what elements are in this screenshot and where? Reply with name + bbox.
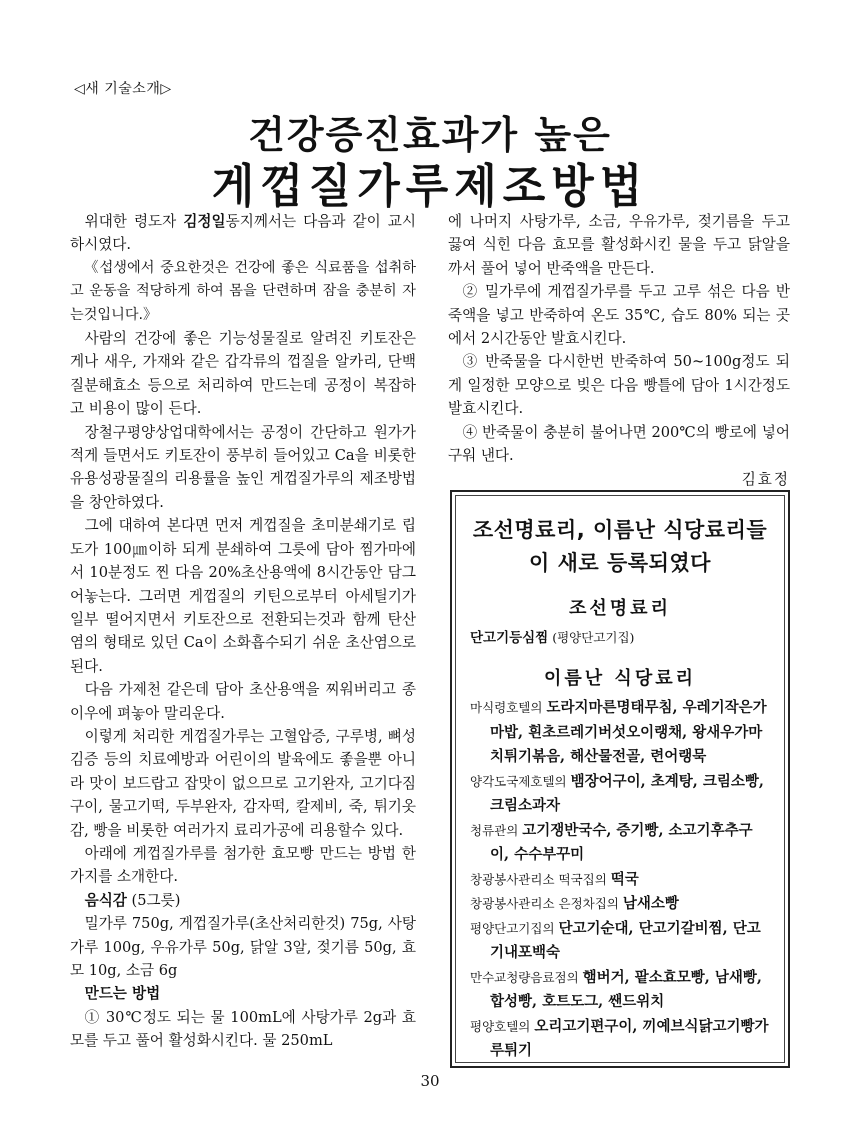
famous-dish-item: 단고기등심찜 (평양단고기집)	[470, 630, 635, 646]
restaurant-entry: 만수교청량음료점의 햄버거, 팥소효모빵, 남새빵, 합성빵, 호트도그, 쌘드위치	[470, 968, 762, 1010]
news-box	[450, 490, 790, 1068]
restaurant-entry: 마식령호텔의 도라지마른명태무침, 우레기작은가마밥, 흰초르레기버섯오이랭채, 왕새우가마치튀기볶음, 해산물전골, 련어랭묵	[470, 699, 767, 765]
ingredients-list: 밀가루 750g, 게껍질가루(초산처리한것) 75g, 사탕가루 100g, 우유가루 50g, 닭알 3알, 젖기름 50g, 효모 10g, 소금 6g	[70, 915, 416, 979]
leader-name: 김정일	[183, 213, 226, 230]
method-heading: 만드는 방법	[84, 985, 161, 1003]
news-box-inner	[455, 495, 785, 1063]
subheading-restaurant-dishes: 이름난 식당료리	[544, 668, 696, 689]
page-number: 30	[420, 1072, 440, 1090]
body-paragraph: 다음 가제천 같은데 담아 초산용액을 찌워버리고 종이우에 펴놓아 말리운다.	[70, 681, 416, 722]
body-paragraph: 아래에 게껍질가루를 첨가한 효모빵 만드는 방법 한가지를 소개한다.	[70, 844, 416, 886]
quote-paragraph: 《섭생에서 중요한것은 건강에 좋은 식료품을 섭취하고 운동을 적당하게 하여 몸을 단련하며 잠을 충분히 자는것입니다.》	[70, 259, 416, 323]
restaurant-entry: 평양단고기집의 단고기순대, 단고기갈비찜, 단고기내포백숙	[470, 919, 761, 961]
restaurant-entry: 평양호텔의 오리고기편구이, 끼예브식닭고기빵가루튀기	[470, 1017, 769, 1059]
article-title-line1: 건강증진효과가 높은	[248, 113, 612, 157]
method-step-2: ② 밀가루에 게껍질가루를 두고 고루 섞은 다음 반죽액을 넣고 반죽하여 온도 35℃, 습도 80% 되는 곳에서 2시간동안 발효시킨다.	[448, 283, 790, 348]
body-paragraph: 그에 대하여 본다면 먼저 게껍질을 초미분쇄기로 립도가 100㎛이하 되게 분쇄하여 그릇에 담아 찜가마에서 10분정도 찐 다음 20%초산용액에 8시간동안 담그어놓는다. 그러면 게껍질의 키틴으로부터 아세틸기가 일부 떨어지면서 키토잔으로 전환되는것과 함께 탄산염의 형태로 있던 Ca이 소화흡수되기 쉬운 초산염으로 된다.	[70, 517, 416, 675]
restaurant-entry: 창광봉사관리소 떡국집의 떡국	[470, 870, 639, 888]
subheading-famous-dish: 조선명료리	[569, 598, 671, 619]
method-step-3: ③ 반죽물을 다시한번 반죽하여 50~100g정도 되게 일정한 모양으로 빚은 다음 빵틀에 담아 1시간정도 발효시킨다.	[448, 353, 790, 418]
body-paragraph: 이렇게 처리한 게껍질가루는 고혈압증, 구루병, 뼈성김증 등의 치료예방과 어린이의 발육에도 좋을뿐 아니라 맛이 보드랍고 잡맛이 없으므로 고기완자, 고기다짐구이, 물고기떡, 두부완자, 감자떡, 칼제비, 죽, 튀기옷감, 빵을 비롯한 여러가지 료리가공에 리용할수 있다.	[70, 727, 416, 839]
left-column	[70, 210, 416, 1053]
article-title-line2: 게껍질가루제조방법	[211, 159, 649, 214]
restaurant-entry: 양각도국제호텔의 뱀장어구이, 초계탕, 크림소빵, 크림소과자	[470, 772, 764, 814]
author-name: 김효정	[741, 471, 790, 489]
restaurant-entry: 청류관의 고기쟁반국수, 증기빵, 소고기후추구이, 수수부꾸미	[470, 821, 753, 863]
restaurant-entry: 창광봉사관리소 은정차집의 남새소빵	[470, 895, 679, 912]
intro-paragraph: 위대한 령도자 김정일동지께서는 다음과 같이 교시하시였다.	[70, 213, 416, 254]
body-paragraph: 사람의 건강에 좋은 기능성물질로 알려진 키토잔은 게나 새우, 가재와 같은 갑각류의 껍질을 알카리, 단백질분해효소 등으로 처리하여 만드는데 공정이 복잡하고 비용이 많이 든다.	[70, 330, 416, 418]
method-step-1: ① 30℃정도 되는 물 100mL에 사탕가루 2g과 효모를 두고 풀어 활성화시킨다. 물 250mL	[70, 1008, 416, 1050]
method-step-4: ④ 반죽물이 충분히 불어나면 200℃의 빵로에 넣어 구워 낸다.	[448, 423, 790, 465]
right-column	[448, 210, 790, 492]
news-box-title: 조선명료리, 이름난 식당료리들이 새로 등록되였다	[472, 518, 768, 575]
ingredients-heading: 음식감 (5그릇)	[84, 891, 181, 909]
method-step-1-continued: 에 나머지 사탕가루, 소금, 우유가루, 젖기름을 두고 끓여 식힌 다음 효모를 활성화시킨 물을 두고 닭알을 까서 풀어 넣어 반죽액을 만든다.	[448, 213, 790, 277]
body-paragraph: 장철구평양상업대학에서는 공정이 간단하고 원가가 적게 들면서도 키토잔이 풍부히 들어있고 Ca을 비롯한 유용성광물질의 리용률을 높인 게껍질가루의 제조방법을 창안하였다.	[70, 423, 416, 511]
section-tag: ◁새 기술소개▷	[74, 81, 172, 97]
